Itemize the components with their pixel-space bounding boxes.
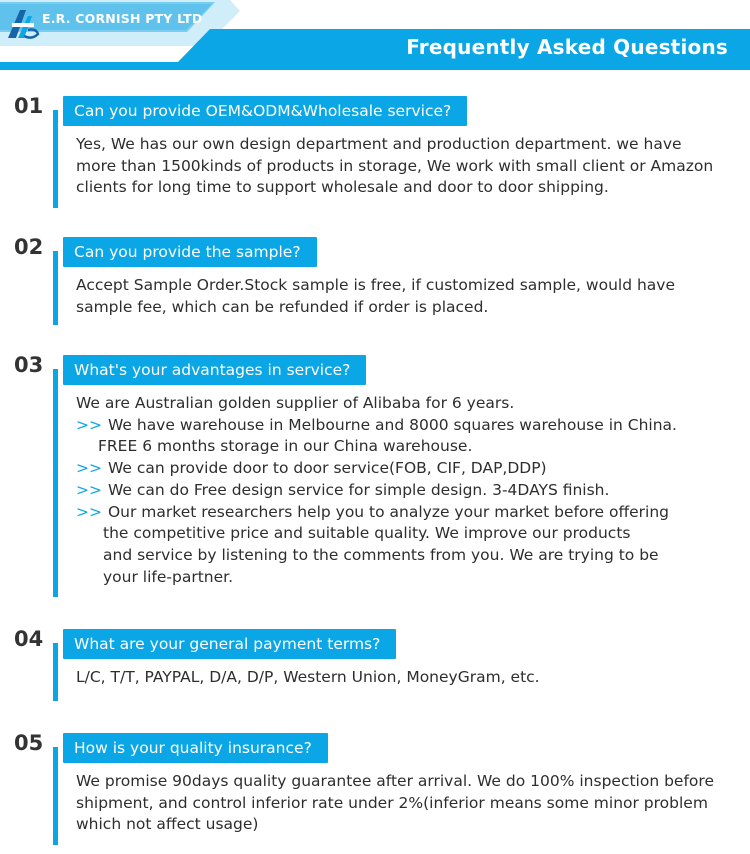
faq-number: 04 (14, 627, 44, 651)
bullet-item (76, 502, 746, 524)
bullet-continuation: and service by listening to the comments from you. We are trying to be (103, 545, 659, 564)
faq-accent-bar (53, 369, 58, 597)
bullet-marker: >> (76, 415, 102, 434)
faq-number: 01 (14, 94, 44, 118)
bullet-text: Our market researchers help you to analyze your market before offering (107, 502, 669, 521)
faq-number: 03 (14, 353, 44, 377)
faq-answer (76, 667, 746, 689)
answer-line: shipment, and control inferior rate under 2%(inferior means some minor problem (76, 793, 708, 812)
faq-question: How is your quality insurance? (63, 733, 328, 763)
page-header (0, 0, 750, 72)
bullet-continuation: FREE 6 months storage in our China warehouse. (98, 437, 473, 456)
bullet-item (76, 415, 746, 437)
answer-line: clients for long time to support wholesale and door to door shipping. (76, 178, 609, 196)
bullet-text: We can do Free design service for simple design. 3-4DAYS finish. (107, 480, 610, 499)
answer-line: more than 1500kinds of products in storage, We work with small client or Amazon (76, 156, 714, 175)
faq-accent-bar (53, 251, 58, 325)
faq-answer (76, 134, 746, 199)
faq-question: Can you provide the sample? (63, 237, 317, 267)
company-name: E.R. CORNISH PTY LTD (42, 11, 203, 26)
faq-question: What are your general payment terms? (63, 629, 396, 659)
faq-answer (76, 771, 746, 836)
bullet-marker: >> (76, 502, 102, 521)
bullet-text: We can provide door to door service(FOB, CIF, DAP,DDP) (107, 459, 547, 478)
bullet-continuation: the competitive price and suitable quality. We improve our products (103, 524, 631, 543)
answer-line: We promise 90days quality guarantee after arrival. We do 100% inspection before (76, 772, 714, 790)
answer-line: Yes, We has our own design department and production department. we have (76, 135, 682, 153)
company-logo-icon (6, 6, 42, 40)
page-title: Frequently Asked Questions (406, 35, 728, 59)
answer-intro: We are Australian golden supplier of Alibaba for 6 years. (76, 394, 515, 412)
faq-accent-bar (53, 643, 58, 701)
bullet-text: We have warehouse in Melbourne and 8000 squares warehouse in China. (107, 415, 677, 434)
faq-question: Can you provide OEM&ODM&Wholesale service? (63, 96, 467, 126)
answer-line: Accept Sample Order.Stock sample is free, if customized sample, would have (76, 276, 675, 294)
faq-question: What's your advantages in service? (63, 355, 366, 385)
answer-line: L/C, T/T, PAYPAL, D/A, D/P, Western Union, MoneyGram, etc. (76, 668, 540, 686)
faq-answer (76, 393, 746, 588)
faq-number: 05 (14, 731, 44, 755)
faq-accent-bar (53, 110, 58, 208)
bullet-continuation: your life-partner. (103, 567, 234, 586)
faq-accent-bar (53, 747, 58, 845)
answer-line: which not affect usage) (76, 815, 259, 833)
faq-number: 02 (14, 235, 44, 259)
bullet-marker: >> (76, 480, 102, 499)
bullet-item (76, 458, 746, 480)
answer-line: sample fee, which can be refunded if order is placed. (76, 297, 489, 316)
bullet-marker: >> (76, 459, 102, 478)
bullet-item (76, 480, 746, 502)
faq-answer (76, 275, 746, 318)
